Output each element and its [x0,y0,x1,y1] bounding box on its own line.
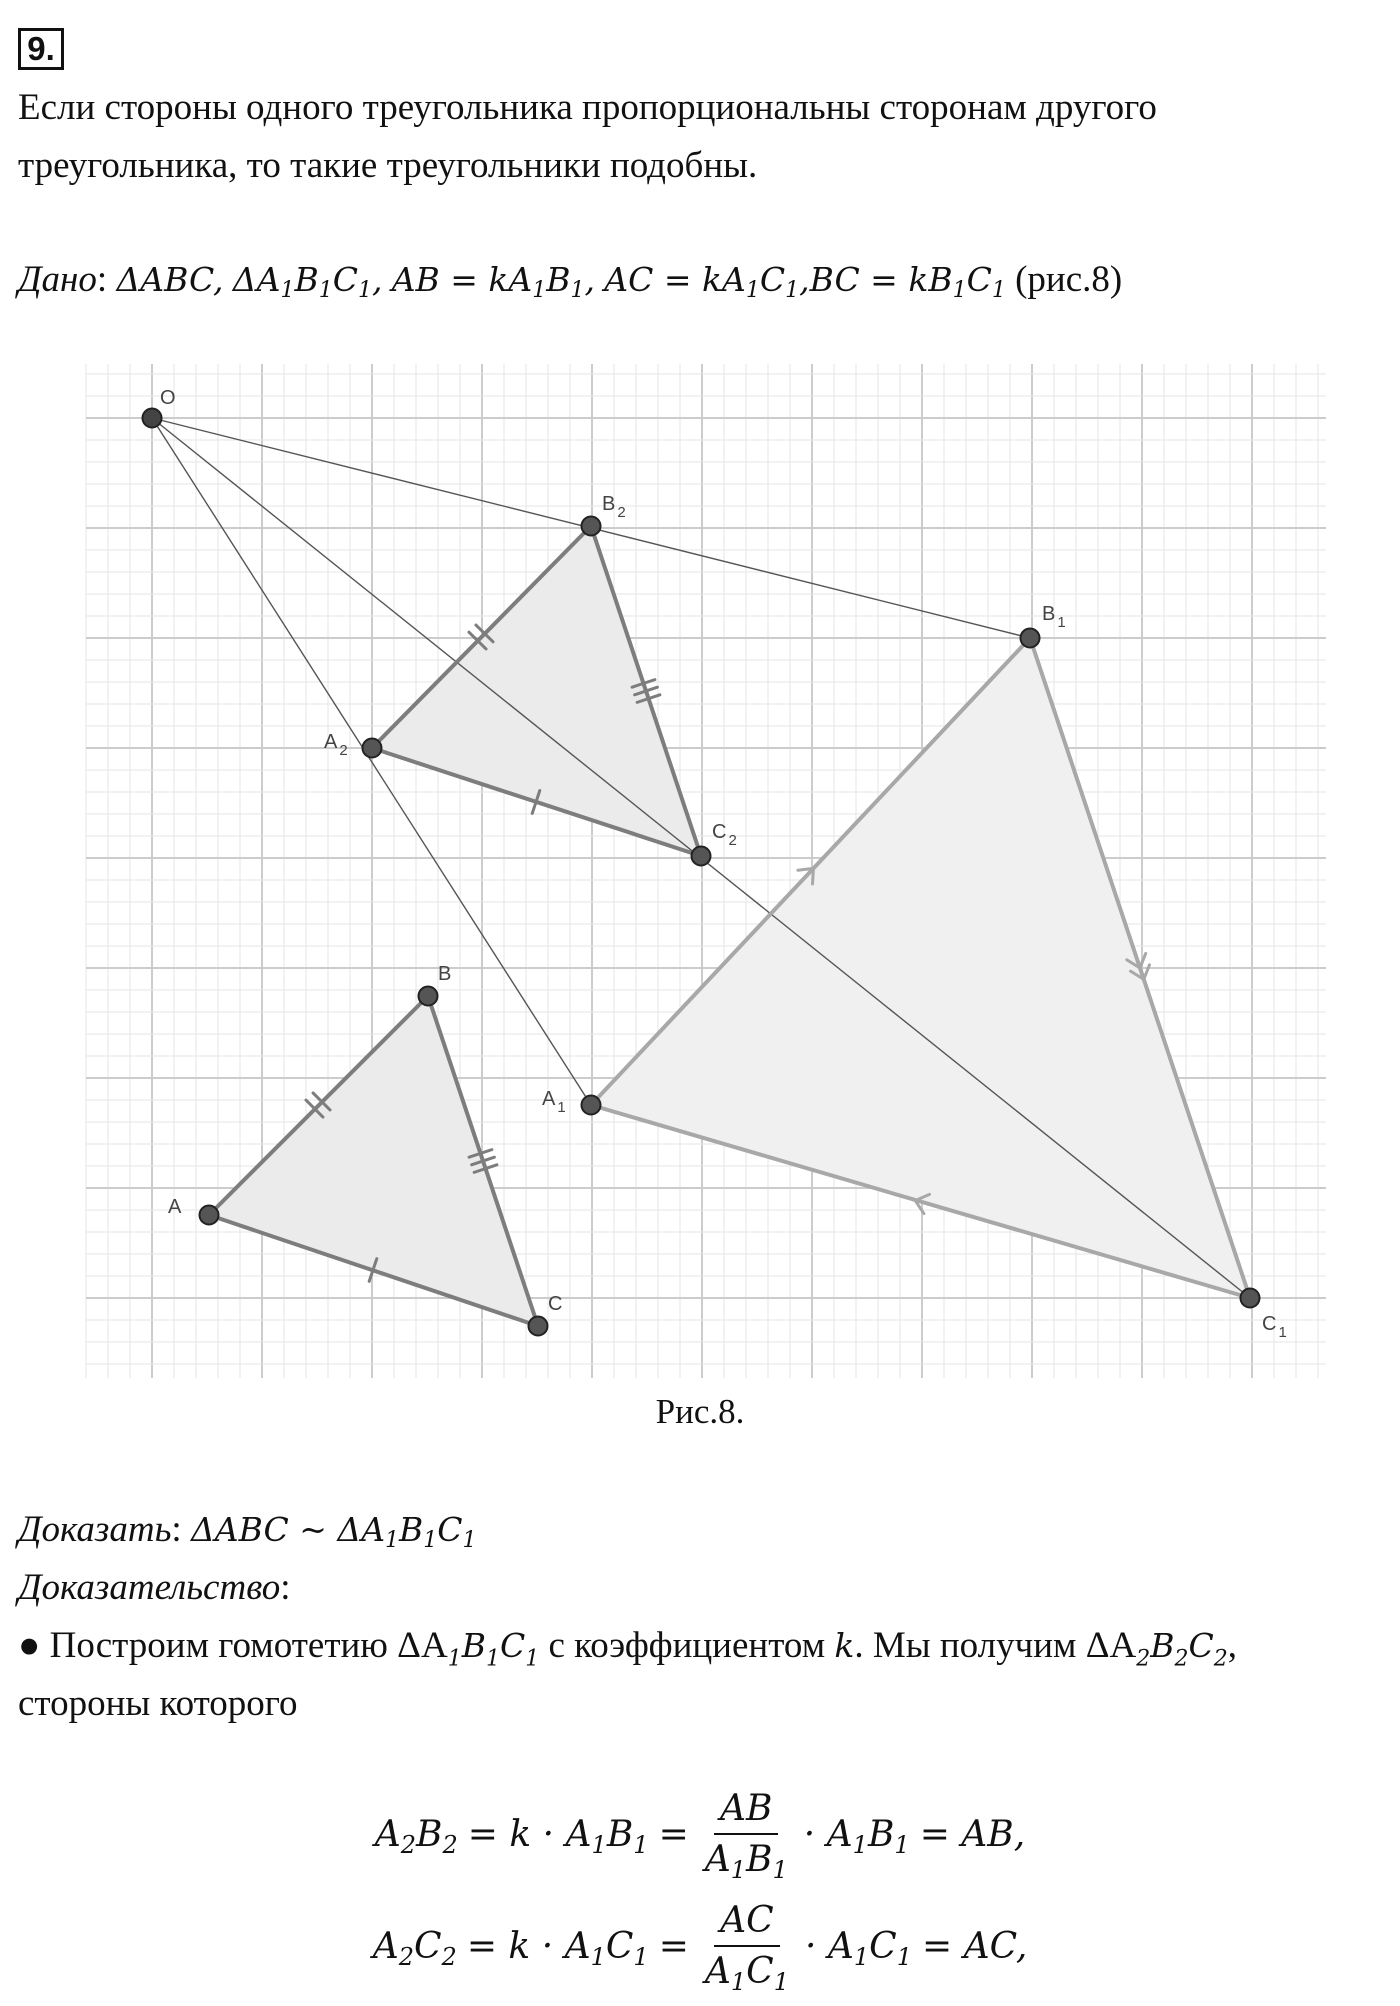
theorem-line-1: Если стороны одного треугольника пропорциональны сторонам другого [18,87,1157,128]
equation-a2b2: $A_2B_2$ = $k \cdot A_1B_1$ = $\frac{AB}{A_1B_1}$ · $A_1B_1$ = AB, [374,1788,1026,1884]
point-b1 [1021,629,1040,648]
point-b2 [582,517,601,536]
label-c1: C $_1$ [1262,1313,1287,1341]
point-c1 [1241,1289,1260,1308]
label-c2: C $_2$ [712,821,737,849]
point-c [529,1317,548,1336]
coefficient-k: k [834,1626,855,1665]
point-o [143,409,162,428]
triangle-a2b2c2-fill [372,526,701,856]
given-label: Дано [18,259,97,300]
fraction-ac-over-a1c1: $\frac{AC}{A_1C_1}$ [704,1900,789,1996]
prove-label: Доказать [18,1509,172,1550]
label-a: A [168,1196,182,1218]
label-b1: B $_1$ [1042,603,1066,631]
point-a1 [582,1096,601,1115]
given-relation-ab: AB = $kA_1B_1$, [391,260,596,303]
fraction-ab-over-a1b1: $\frac{AB}{A_1B_1}$ [704,1788,788,1884]
point-b [419,987,438,1006]
label-o: O [160,387,176,409]
given-relation-bc: BC = $kB_1C_1$ [809,260,1006,303]
equation-a2c2: $A_2C_2$ = $k \cdot A_1C_1$ = $\frac{AC}{A_1C_1}$ · $A_1C_1$ = AC, [372,1900,1028,1996]
proof-step-1: ● Построим гомотетию $\Delta A_1B_1C_1$ с коэффициентом k. Мы получим $\Delta A_2B_2C_2$, [18,1625,1237,1672]
label-a1: A $_1$ [542,1088,566,1116]
point-a [200,1206,219,1225]
proof-label-line: Доказательство: [18,1567,291,1608]
given-relation-ac: AC = $kA_1C_1$, [604,260,810,303]
given-triangle-a1b1c1: $\Delta A_1B_1C_1$, [232,260,383,303]
figure-reference: (рис.8) [1015,259,1123,300]
triangle-fills [209,526,1250,1326]
label-a2: A $_2$ [324,731,348,759]
given-line: Дано: ΔABC, $\Delta A_1B_1C_1$, AB = $kA_1B_1$, AC = $kA_1C_1,BC = kB_1C_1$ (рис.8) [18,259,1123,303]
label-b2: B $_2$ [602,493,626,521]
proof-step-1-line-2: стороны которого [18,1683,298,1724]
label-b: B [438,963,452,985]
label-c: C [548,1293,563,1315]
figure-8 [0,360,1400,1390]
proof-label: Доказательство [18,1567,281,1608]
point-a2 [363,739,382,758]
theorem-line-2: треугольника, то такие треугольники подобны. [18,145,758,186]
prove-statement: ΔABC ~ $\Delta A_1B_1C_1$ [190,1510,477,1553]
figure-caption: Рис.8. [655,1392,745,1431]
problem-number: 9. [18,28,64,70]
point-c2 [692,847,711,866]
prove-line: Доказать: ΔABC ~ $\Delta A_1B_1C_1$ [18,1509,477,1553]
given-triangle-abc: ΔABC, [116,260,224,299]
